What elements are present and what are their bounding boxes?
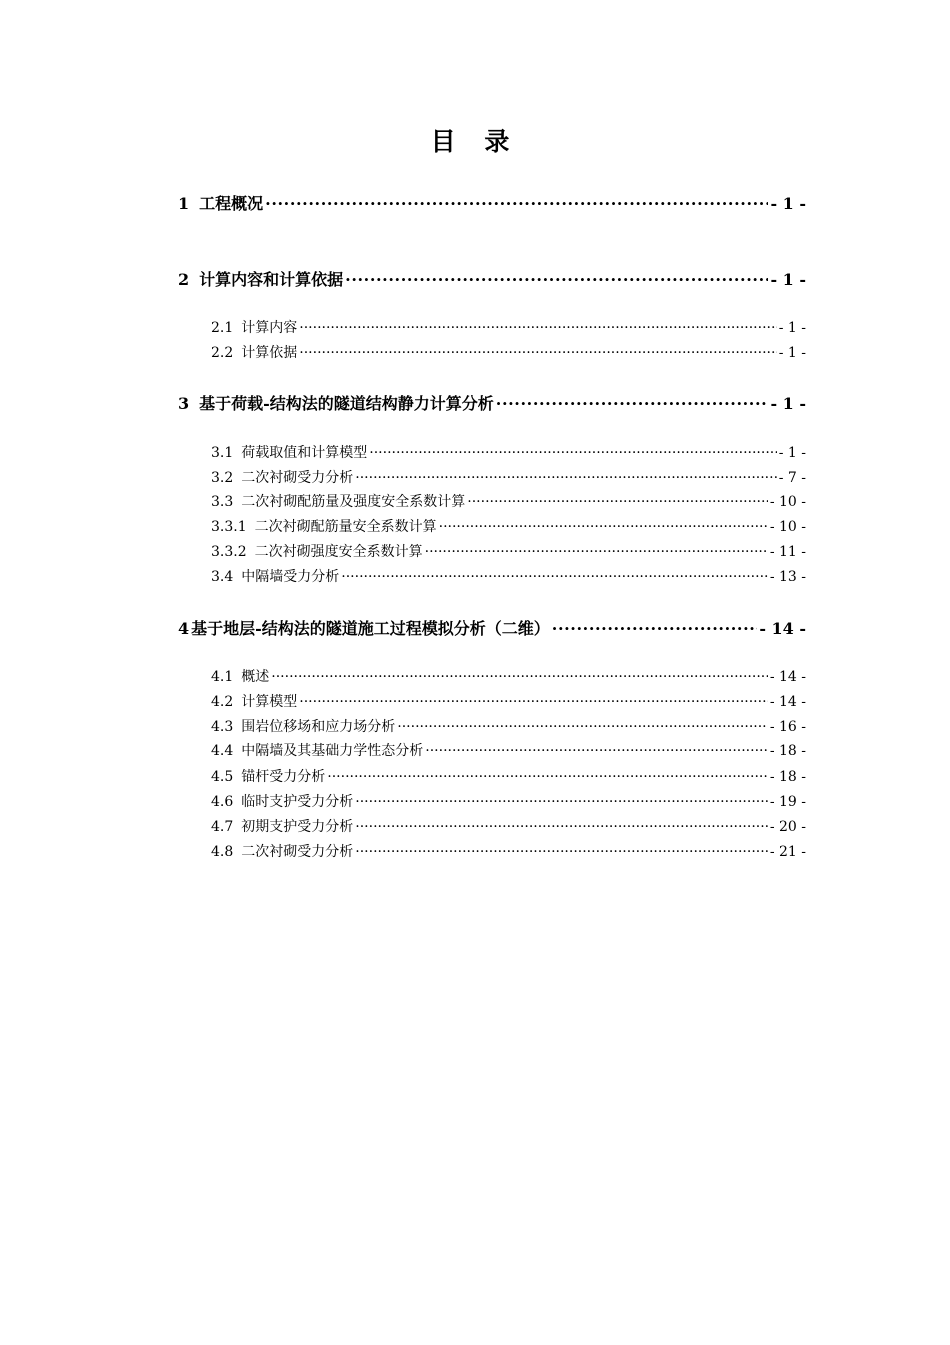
toc-number: 3.3 (211, 494, 234, 510)
toc-entry-2-1[interactable] (211, 317, 806, 337)
toc-leader-dots (265, 193, 768, 209)
toc-entry-4-1[interactable] (211, 666, 806, 686)
toc-title: 基于荷载-结构法的隧道结构静力计算分析 (199, 394, 494, 413)
toc-leader-dots (355, 842, 768, 856)
toc-number: 3 (178, 394, 190, 413)
toc-number: 4.3 (211, 719, 234, 735)
toc-title: 二次衬砌配筋量及强度安全系数计算 (241, 494, 466, 510)
toc-title: 基于地层-结构法的隧道施工过程模拟分析（二维） (191, 619, 550, 638)
toc-title: 中隔墙及其基础力学性态分析 (241, 743, 424, 759)
toc-page-number: - 13 - (769, 569, 806, 585)
toc-page-number: - 1 - (778, 345, 806, 361)
toc-page-number: - 11 - (769, 544, 806, 560)
toc-entry-4-6[interactable] (211, 791, 806, 811)
toc-title: 二次衬砌强度安全系数计算 (254, 544, 423, 560)
toc-leader-dots (355, 792, 768, 806)
toc-page-number: - 18 - (769, 743, 806, 759)
toc-title: 概述 (241, 669, 270, 685)
toc-number: 3.3.2 (211, 544, 247, 560)
toc-number: 2.2 (211, 345, 234, 361)
toc-leader-dots (327, 767, 768, 781)
page-title: 目 录 (430, 127, 520, 156)
toc-title: 初期支护受力分析 (241, 819, 354, 835)
toc-entry-2[interactable] (178, 267, 806, 290)
toc-page-number: - 7 - (778, 470, 806, 486)
toc-leader-dots (425, 741, 768, 755)
toc-title: 计算依据 (241, 345, 298, 361)
toc-entry-2-2[interactable] (211, 342, 806, 362)
toc-entry-3-3[interactable] (211, 491, 806, 511)
toc-page-number: - 1 - (770, 194, 806, 213)
toc-entry-3-3-2[interactable] (211, 541, 806, 561)
toc-title: 二次衬砌受力分析 (241, 470, 354, 486)
toc-leader-dots (299, 343, 776, 357)
toc-title: 临时支护受力分析 (241, 794, 354, 810)
toc-number: 4 (178, 619, 190, 638)
toc-page-number: - 21 - (769, 844, 806, 860)
toc-entry-3-2[interactable] (211, 467, 806, 487)
toc-leader-dots (345, 269, 768, 285)
toc-entry-4-2[interactable] (211, 691, 806, 711)
toc-page-number: - 1 - (778, 320, 806, 336)
toc-leader-dots (355, 468, 776, 482)
toc-leader-dots (369, 443, 776, 457)
toc-entry-4-8[interactable] (211, 841, 806, 861)
toc-number: 4.2 (211, 694, 234, 710)
toc-number: 4.5 (211, 769, 234, 785)
toc-entry-3-4[interactable] (211, 566, 806, 586)
toc-page-number: - 14 - (769, 694, 806, 710)
toc-number: 4.8 (211, 844, 234, 860)
toc-leader-dots (299, 318, 776, 332)
toc-title: 荷载取值和计算模型 (241, 445, 368, 461)
toc-entry-4-5[interactable] (211, 766, 806, 786)
toc-leader-dots (425, 542, 768, 556)
toc-number: 3.1 (211, 445, 234, 461)
toc-page-number: - 10 - (769, 519, 806, 535)
toc-page-number: - 1 - (770, 270, 806, 289)
toc-leader-dots (299, 692, 768, 706)
toc-entry-4[interactable] (178, 616, 806, 639)
toc-title: 围岩位移场和应力场分析 (241, 719, 396, 735)
toc-leader-dots (467, 492, 768, 506)
toc-title: 计算模型 (241, 694, 298, 710)
toc-number: 3.4 (211, 569, 234, 585)
toc-leader-dots (552, 618, 758, 634)
toc-page-number: - 20 - (769, 819, 806, 835)
toc-page-number: - 14 - (769, 669, 806, 685)
toc-title: 二次衬砌配筋量安全系数计算 (254, 519, 437, 535)
toc-entry-4-3[interactable] (211, 716, 806, 736)
toc-number: 3.3.1 (211, 519, 247, 535)
toc-entry-3-3-1[interactable] (211, 516, 806, 536)
toc-leader-dots (397, 717, 768, 731)
toc-number: 4.4 (211, 743, 234, 759)
toc-entry-3[interactable] (178, 391, 806, 414)
toc-leader-dots (355, 817, 768, 831)
toc-entry-3-1[interactable] (211, 442, 806, 462)
toc-number: 2 (178, 270, 190, 289)
toc-page-number: - 18 - (769, 769, 806, 785)
toc-leader-dots (496, 393, 769, 409)
toc-leader-dots (439, 517, 768, 531)
toc-page-number: - 1 - (778, 445, 806, 461)
toc-page-number: - 16 - (769, 719, 806, 735)
toc-number: 4.1 (211, 669, 234, 685)
toc-page-number: - 14 - (759, 619, 806, 638)
toc-page-number: - 10 - (769, 494, 806, 510)
toc-entry-1[interactable] (178, 191, 806, 214)
toc-entry-4-4[interactable] (211, 740, 806, 760)
toc-title: 计算内容和计算依据 (199, 270, 344, 289)
toc-title: 中隔墙受力分析 (241, 569, 340, 585)
toc-number: 3.2 (211, 470, 234, 486)
toc-number: 4.6 (211, 794, 234, 810)
toc-title: 二次衬砌受力分析 (241, 844, 354, 860)
toc-page-number: - 1 - (770, 394, 806, 413)
toc-title: 计算内容 (241, 320, 298, 336)
toc-title: 锚杆受力分析 (241, 769, 326, 785)
toc-title: 工程概况 (199, 194, 264, 213)
toc-leader-dots (341, 567, 768, 581)
toc-page-number: - 19 - (769, 794, 806, 810)
toc-number: 2.1 (211, 320, 234, 336)
toc-entry-4-7[interactable] (211, 816, 806, 836)
toc-number: 1 (178, 194, 190, 213)
toc-leader-dots (271, 667, 768, 681)
toc-number: 4.7 (211, 819, 234, 835)
